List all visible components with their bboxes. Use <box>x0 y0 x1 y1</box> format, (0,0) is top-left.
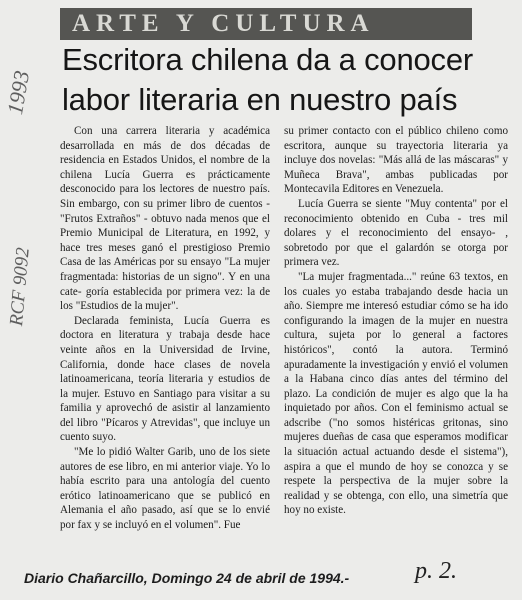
article-headline <box>62 40 514 120</box>
article-paragraph: "La mujer fragmentada..." reúne 63 textos, en los cuales yo estaba trabajando desde hacia un año. Siempre me interesó estudiar cómo se ha ido configurando la imagen de la mujer en nuestra cultura, sujeta por lo general a factores históricos", contó la autora. Terminó apuradamente la investigación y envió el volumen a la Habana cinco días antes del término del plazo. La condición de mujer es algo que la ha inquietado por años. Con el feminismo actual se adscribe ("no somos histéricas gritonas, sino mujeres dueñas de casa que esperamos modificar la situación actual actuando desde el sistema"), aspira a que el mundo de hoy se conozca y se respete la perspectiva de la mujer sobre la realidad y se obtenga, con ello, una simetría que hoy no existe. <box>284 270 508 517</box>
headline-line-2: labor literaria en nuestro país <box>62 82 458 117</box>
article-left-column <box>60 124 270 533</box>
article-paragraph: "Me lo pidió Walter Garib, uno de los siete autores de ese libro, en mi anterior viaje. Yo lo había escrito para una antología del cuento erótico latinoamericano que se publicó en Alemania el año pasado, así que se lo envié por fax y se incluyó en el volumen". Fue <box>60 446 270 532</box>
handwritten-page-mark: p. 2. <box>415 558 457 584</box>
handwritten-code-note: RCF 9092 <box>6 246 34 327</box>
source-citation: Diario Chañarcillo, Domingo 24 de abril de 1994.- <box>24 570 350 586</box>
section-banner-label: ARTE Y CULTURA <box>72 10 375 37</box>
article-right-column <box>284 124 508 518</box>
handwritten-year-note: 1993 <box>2 68 35 117</box>
headline-line-1: Escritora chilena da a conocer <box>62 42 474 77</box>
section-banner <box>60 8 472 40</box>
article-paragraph: Declarada feminista, Lucía Guerra es doctora en literatura y trabaja desde hace veinte años en la Universidad de Irvine, California, donde hace clases de novela latinoamericana, teoría literaria y estudios de la mujer. Estuvo en Santiago para visitar a su familia y aprovechó de asistir al lanzamiento del libro "Pícaros y Atrevidas", que incluye un cuento suyo. <box>60 314 270 444</box>
article-paragraph: Lucía Guerra se siente "Muy contenta" por el reconocimiento obtenido en Cuba - tres mil dolares y el reconocimiento del ensayo- , sobretodo por que el galardón se otorga por primera vez. <box>284 197 508 269</box>
article-paragraph: Con una carrera literaria y académica desarrollada en más de dos décadas de residencia en Estados Unidos, el nombre de la chilena Lucía Guerra es prácticamente desconocido para los lectores de nuestro país. Sin embargo, con su primer libro de cuentos - "Frutos Extraños" - obtuvo nada menos que el Premio Municipal de Literatura, en 1992, y hace tres meses ganó el prestigioso Premio Casa de las Américas por su ensayo "La mujer fragmentada: historias de un signo". Y en una cate- goría establecida por primera vez: la de los "Estudios de la mujer". <box>60 125 270 313</box>
article-paragraph: su primer contacto con el público chileno como escritora, aunque su trayectoria literaria ya incluye dos novelas: "Más allá de las máscaras" y Muñeca Brava", ambas publicadas por Montecavila Editores en Venezuela. <box>284 125 508 196</box>
